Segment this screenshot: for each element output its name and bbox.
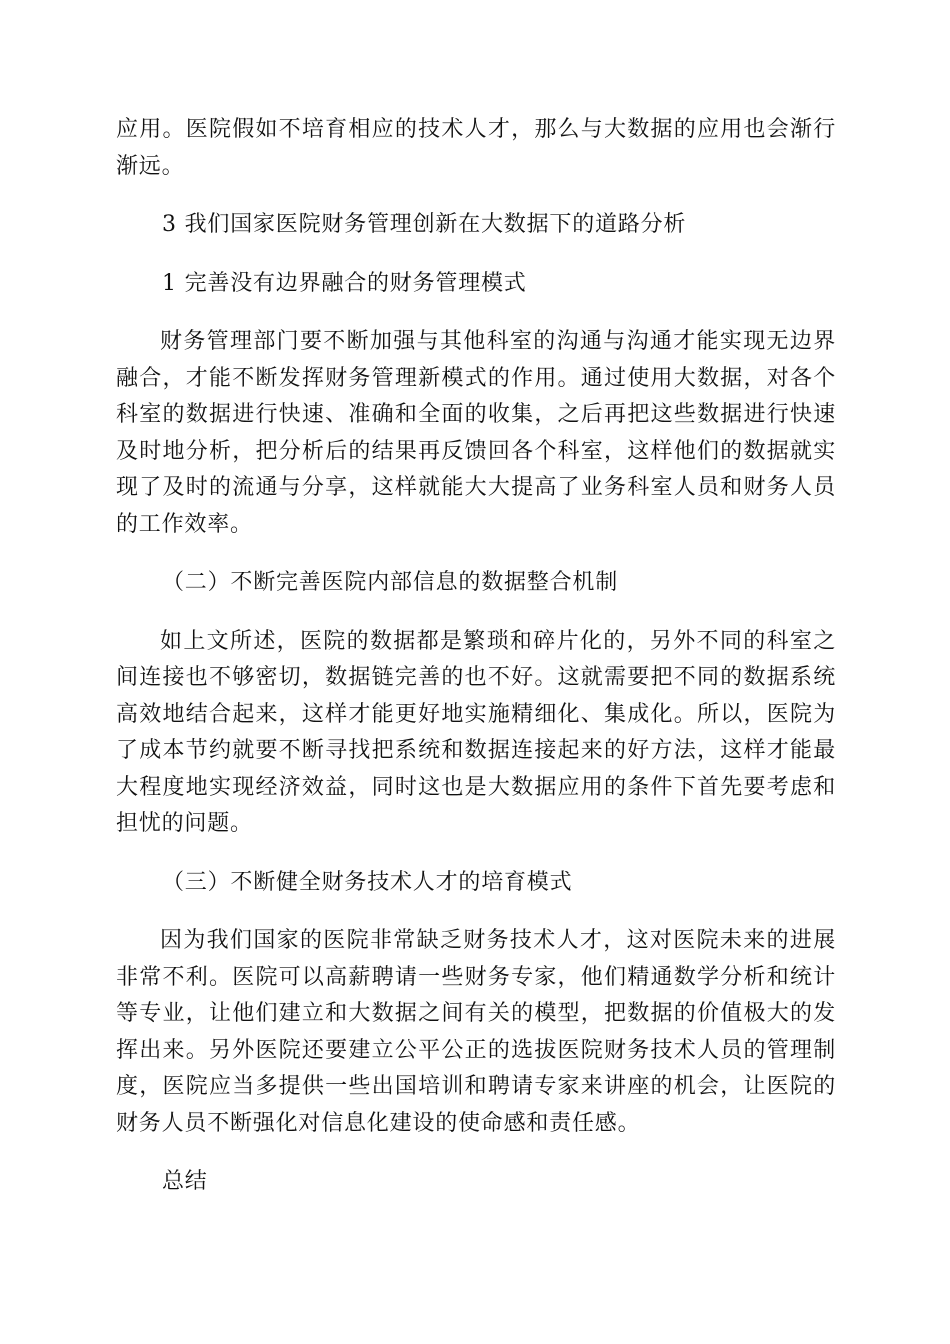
paragraph-subsection-1: 财务管理部门要不断加强与其他科室的沟通与沟通才能实现无边界融合，才能不断发挥财务管理新模式的作用。通过使用大数据，对各个科室的数据进行快速、准确和全面的收集，之后再把这些数据进行快速及时地分析，把分析后的结果再反馈回各个科室，这样他们的数据就实现了及时的流通与分享，这样就能大大提高了业务科室人员和财务人员的工作效率。 [116,329,836,537]
document-body [116,112,836,1201]
section-heading-3: 3 我们国家医院财务管理创新在大数据下的道路分析 [162,212,687,237]
paragraph-continuation: 应用。医院假如不培育相应的技术人才，那么与大数据的应用也会渐行渐远。 [116,117,836,179]
subsection-heading-3: （三）不断健全财务技术人才的培育模式 [162,869,573,895]
subsection-heading-2: （二）不断完善医院内部信息的数据整合机制 [162,570,619,595]
paragraph-subsection-2: 如上文所述，医院的数据都是繁琐和碎片化的，另外不同的科室之间连接也不够密切，数据链完善的也不好。这就需要把不同的数据系统高效地结合起来，这样才能更好地实施精细化、集成化。所以，医院为了成本节约就要不断寻找把系统和数据连接起来的好方法，这样才能最大程度地实现经济效益，同时这也是大数据应用的条件下首先要考虑和担忧的问题。 [116,628,836,836]
subsection-heading-1: 1 完善没有边界融合的财务管理模式 [162,270,527,296]
paragraph-subsection-3: 因为我们国家的医院非常缺乏财务技术人才，这对医院未来的进展非常不利。医院可以高薪聘请一些财务专家，他们精通数学分析和统计等专业，让他们建立和大数据之间有关的模型，把数据的价值极大的发挥出来。另外医院还要建立公平公正的选拔医院财务技术人员的管理制度，医院应当多提供一些出国培训和聘请专家来讲座的机会，让医院的财务人员不断强化对信息化建设的使命感和责任感。 [116,928,836,1136]
summary-heading: 总结 [162,1169,208,1194]
